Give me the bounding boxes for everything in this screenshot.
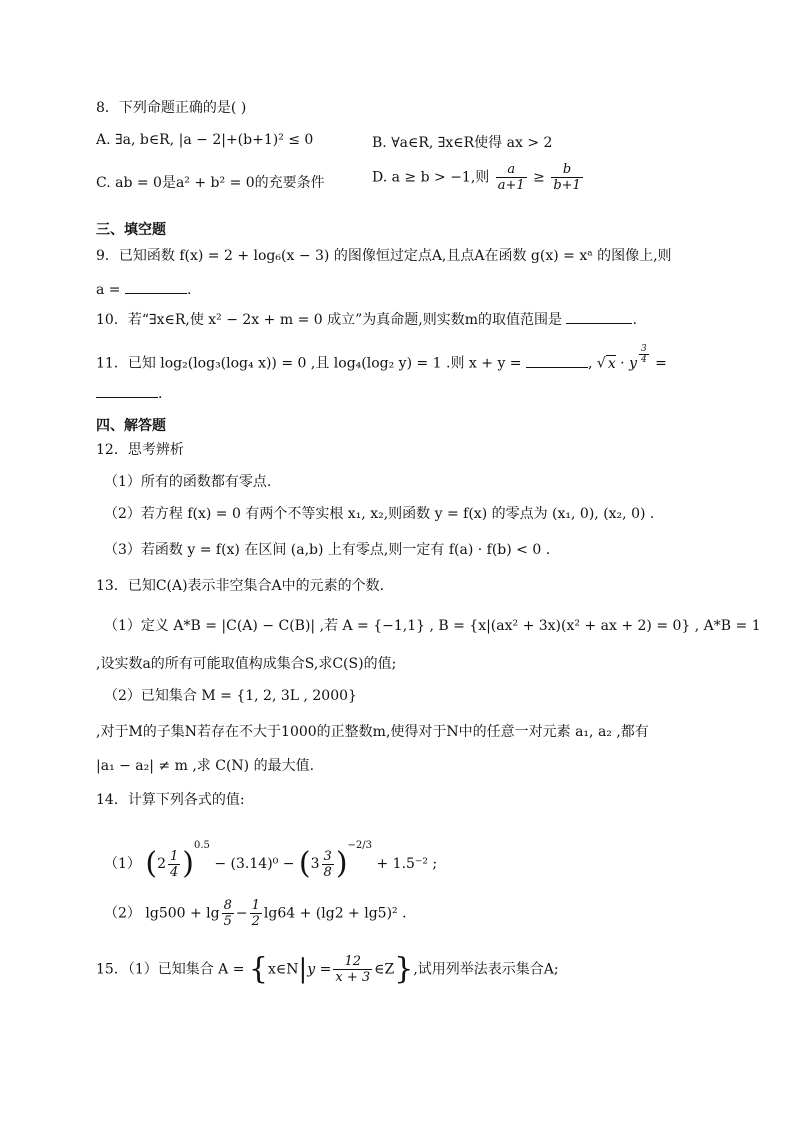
fraction-denominator: 5 [223, 914, 232, 929]
q15-fraction [333, 954, 372, 985]
expr-1-fraction-c [322, 849, 334, 880]
section-3-heading: 三、填空题 [96, 222, 166, 238]
question-13-part-1: （1）定义 A*B = |C(A) − C(B)| ,若 A = {−1,1} , B = {x|(ax² + 3x)(x² + ax + 2) = 0} , A*B = 1 [104, 618, 761, 634]
option-d-fraction-1 [496, 162, 527, 193]
fraction-denominator: a+1 [497, 178, 525, 193]
q11-comma: , [588, 355, 593, 372]
fraction-numerator: 12 [333, 954, 372, 970]
exponent-numerator: 3 [641, 344, 647, 354]
expr-2-part-c: lg64 + (lg2 + lg5)² . [263, 905, 407, 922]
q15-prefix: 15．（1）已知集合 A = [96, 961, 249, 978]
q9-answer-prefix: a = [96, 282, 121, 298]
expr-2-fraction-2 [250, 898, 262, 929]
question-10 [96, 310, 637, 330]
q10-period: . [632, 312, 637, 328]
fraction-denominator: b+1 [553, 178, 581, 193]
fraction-numerator: 1 [170, 848, 179, 864]
q11-answer-blank-2[interactable] [96, 397, 158, 398]
expr-1-middle: − (3.14)⁰ − [214, 856, 299, 872]
question-14-expression-2 [104, 898, 407, 929]
q11-exponent [639, 344, 649, 365]
expr-1-whole-c: 3 [310, 856, 320, 872]
fraction-denominator: 8 [323, 864, 332, 880]
q10-text: 10．若“∃x∈R,使 x² − 2x + m = 0 成立”为真命题,则实数m的取值范围是 [96, 312, 562, 328]
q15-set-lhs: x∈N [268, 961, 299, 978]
question-12-statement-3: （3）若函数 y = f(x) 在区间 (a,b) 上有零点,则一定有 f(a) · f(b) < 0 . [104, 542, 551, 558]
question-9-line-1: 9．已知函数 f(x) = 2 + log₆(x − 3) 的图像恒过定点A,且点A在函数 g(x) = xᵃ 的图像上,则 [96, 248, 672, 264]
question-13-title: 13．已知C(A)表示非空集合A中的元素的个数. [96, 578, 385, 594]
question-14-expression-1: （1） (2 $\frac{1}{4}$ )$^{0.5}$ − (3.14)⁰ − (3 $\frac{3}{8}$ )$^{-2/3}$ + 1.5⁻² ; [104, 840, 438, 881]
question-8-stem: 8．下列命题正确的是( ) [96, 100, 247, 116]
expr-1-exp-c: −2/3 [347, 840, 373, 851]
expr-2-part-a: lg500 + lg [145, 905, 220, 922]
fraction-numerator: a [496, 162, 527, 178]
expr-1-tail: + 1.5⁻² ; [376, 856, 438, 872]
q11-text: 11．已知 log₂(log₃(log₄ x)) = 0 ,且 log₄(log₂ y) = 1 .则 x + y = [96, 355, 522, 372]
question-11: 11．已知 log₂(log₃(log₄ x)) = 0 ,且 log₄(log₂ y) = 1 .则 x + y = , √ x · y $\frac{3}{4}$ = [96, 344, 667, 372]
expr-1-fraction-a [168, 849, 180, 880]
expr-1-whole-a: 2 [157, 856, 167, 872]
question-12-title: 12．思考辨析 [96, 442, 184, 458]
question-12-statement-1: （1）所有的函数都有零点. [104, 474, 272, 490]
q11-equals: = [650, 355, 667, 372]
q11-answer-blank-1[interactable] [526, 367, 588, 368]
question-13-part-2-cont: ,对于M的子集N若存在不大于1000的正整数m,使得对于N中的任意一对元素 a₁, a₂ ,都有 [96, 724, 649, 740]
q10-answer-blank[interactable] [566, 323, 632, 324]
fraction-numerator: b [551, 162, 583, 178]
fraction-numerator: 3 [323, 848, 332, 864]
option-d-prefix: D. a ≥ b > −1,则 [372, 169, 490, 186]
question-13-part-2-cont-2: |a₁ − a₂| ≠ m ,求 C(N) 的最大值. [96, 758, 315, 774]
q15-suffix: ,试用列举法表示集合A; [413, 961, 559, 978]
option-d-fraction-2 [551, 162, 583, 193]
question-13-part-1-cont: ,设实数a的所有可能取值构成集合S,求C(S)的值; [96, 656, 397, 672]
q9-period: . [186, 282, 192, 298]
expr-2-minus: − [235, 905, 248, 922]
section-4-heading: 四、解答题 [96, 418, 166, 434]
question-11-line-2 [96, 384, 162, 404]
fraction-denominator: x + 3 [335, 970, 371, 985]
fraction-numerator: 1 [251, 898, 260, 913]
question-8-option-b: B. ∀a∈R, ∃x∈R使得 ax > 2 [372, 135, 553, 151]
q15-set-y: y = [307, 961, 332, 978]
question-12-statement-2: （2）若方程 f(x) = 0 有两个不等实根 x₁, x₂,则函数 y = f(x) 的零点为 (x₁, 0), (x₂, 0) . [104, 506, 655, 522]
q11-y: · y [615, 355, 637, 372]
expr-2-fraction-1 [222, 898, 234, 929]
question-9-line-2 [96, 280, 191, 300]
q15-set-rhs: ∈Z [374, 961, 395, 978]
option-d-ge: ≥ [533, 169, 545, 186]
q9-answer-blank[interactable] [125, 293, 187, 294]
exponent-denominator: 4 [641, 355, 647, 365]
fraction-denominator: 2 [251, 914, 260, 929]
fraction-denominator: 4 [170, 864, 179, 880]
fraction-numerator: 8 [223, 898, 232, 913]
question-15: 15．（1）已知集合 A = {x∈N|y = $\frac{12}{x + 3}$ ∈Z},试用列举法表示集合A; [96, 951, 559, 987]
expr-1-label: （1） [104, 856, 141, 872]
question-8-option-d [372, 162, 585, 193]
question-8-option-c: C. ab = 0是a² + b² = 0的充要条件 [96, 175, 325, 191]
expr-1-exp-a: 0.5 [194, 840, 210, 851]
q11-period: . [158, 386, 163, 402]
question-13-part-2: （2）已知集合 M = {1, 2, 3L , 2000} [104, 688, 357, 704]
expr-2-label: （2） [104, 905, 141, 922]
q11-sqrt-x: x [607, 355, 616, 372]
question-8-option-a: A. ∃a, b∈R, |a − 2|+(b+1)² ≤ 0 [96, 132, 314, 148]
question-14-title: 14．计算下列各式的值: [96, 792, 245, 808]
